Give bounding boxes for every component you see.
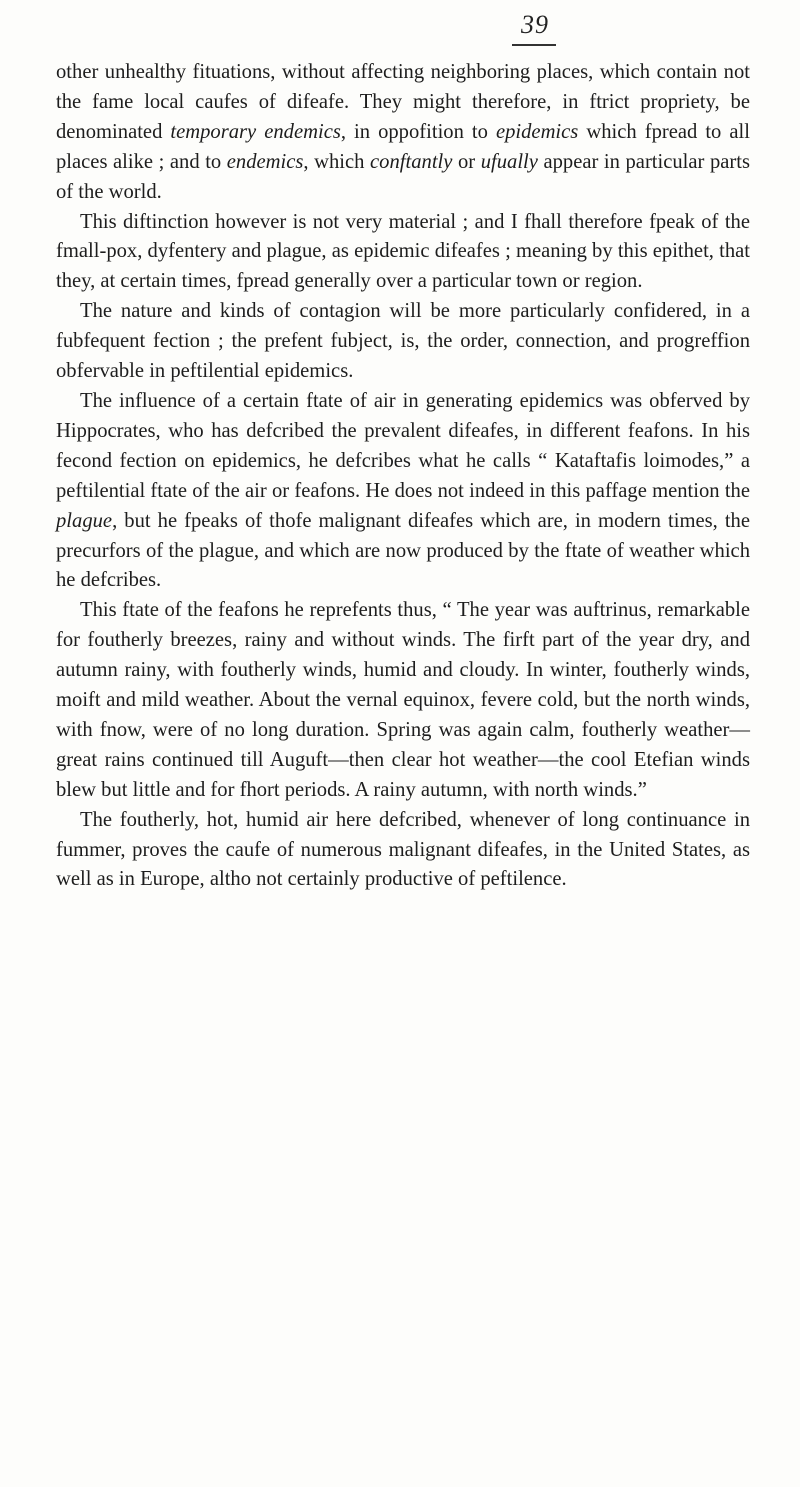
italic-text-segment: epidemics [495,120,579,143]
text-segment: This diftinction however is not very material ; and I fhall therefore fpeak of the fmall-pox, dyfentery and plague, as epidemic difeafes ; meaning by this epithet, that they, at certain times, fpread generally over a particular town or region. [56,210,750,293]
page-number-rule [512,44,556,46]
text-segment: which fpread to all places alike ; and to [56,120,750,173]
text-segment: other unhealthy fituations, without affecting neighboring places, which contain not the fame local caufes of difeafe. They might therefore, in ftrict propriety, be denominated [56,61,750,143]
paragraph [56,208,750,298]
paragraph [56,58,750,208]
body-text [56,58,750,895]
text-segment: The nature and kinds of contagion will be more particularly confidered, in a fubfequent fection ; the prefent fubject, is, the order, connection, and progreffion obfervable in peftilential epidemics. [56,300,750,383]
text-segment: appear in particular parts of the world. [56,150,750,203]
page-number: 39 [521,10,549,39]
italic-text-segment: temporary endemics [170,120,341,143]
italic-text-segment: ufually [480,150,538,173]
text-segment: , in oppofition to [340,120,496,143]
text-segment: or [452,150,481,173]
italic-text-segment: plague [56,509,113,532]
text-segment: , but he fpeaks of thofe malignant difeafes which are, in modern times, the precurfors of the plague, and which are now produced by the ftate of weather which he defcribes. [56,509,750,592]
paragraph [56,297,750,387]
text-segment: , which [303,150,371,173]
text-segment: The influence of a certain ftate of air in generating epidemics was obferved by Hippocrates, who has defcribed the prevalent difeafes, in different feafons. In his fecond fection on epidemics, he defcribes what he calls “ Kataftafis loimodes,” a peftilential ftate of the air or feafons. He does not indeed in this paffage mention the [56,389,750,502]
italic-text-segment: conftantly [370,150,453,173]
paragraph [56,596,750,805]
paragraph [56,387,750,596]
italic-text-segment: endemics [226,150,304,173]
paragraph [56,806,750,896]
text-segment: The foutherly, hot, humid air here defcribed, whenever of long continuance in fummer, proves the caufe of numerous malignant difeafes, in the United States, as well as in Europe, altho not certainly productive of peftilence. [56,808,750,891]
text-segment: This ftate of the feafons he reprefents thus, “ The year was auftrinus, remarkable for foutherly breezes, rainy and without winds. The firft part of the year dry, and autumn rainy, with foutherly winds, humid and cloudy. In winter, foutherly winds, moift and mild weather. About the vernal equinox, fevere cold, but the north winds, with fnow, were of no long duration. Spring was again calm, foutherly weather—great rains continued till Auguft—then clear hot weather—the cool Etefian winds blew but little and for fhort periods. A rainy autumn, with north winds.” [56,599,750,801]
